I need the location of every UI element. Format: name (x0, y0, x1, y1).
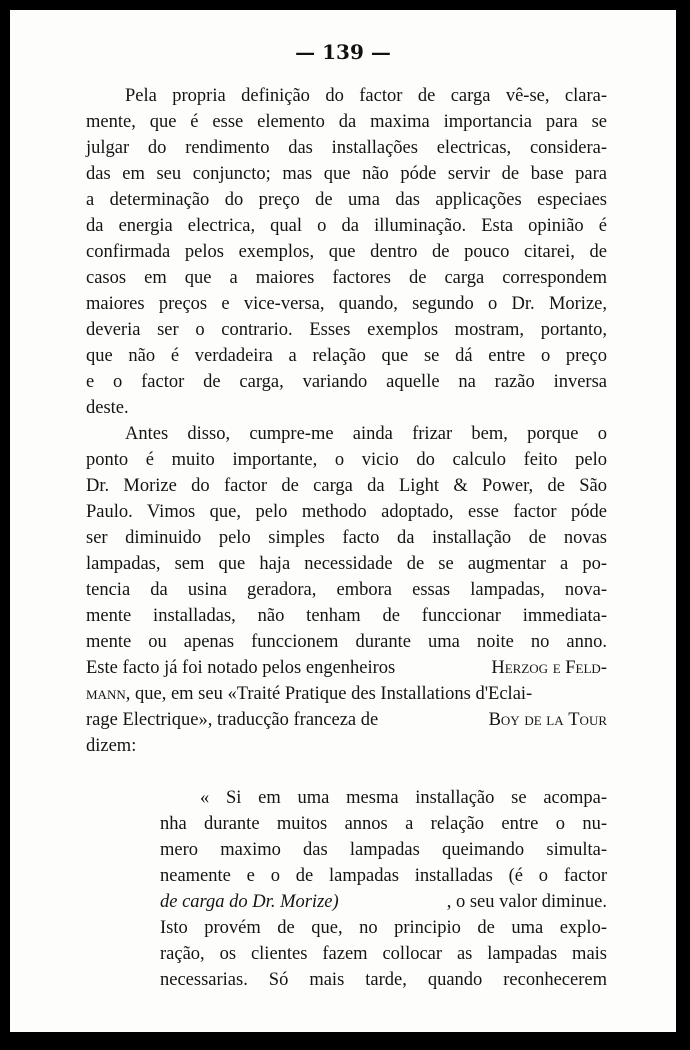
text-line: dizem: (86, 736, 137, 756)
author-name: Feld- (565, 658, 607, 678)
text-segment: rage Electrique», traducção franceza de (86, 710, 379, 730)
text-line: maiores preços e vice-versa, quando, segundo o Dr. Morize, (86, 294, 607, 314)
translator (489, 707, 607, 733)
text-line (86, 681, 532, 707)
quote-line: Isto provém de que, no principio de uma explo- (160, 918, 607, 938)
quote-line (160, 889, 607, 915)
text-line: ponto é muito importante, o vicio do calculo feito pelo (86, 450, 607, 470)
translator-name: Boy (488, 710, 520, 730)
translator-name: de la (524, 710, 564, 730)
text-line: mente, que é esse elemento da maxima importancia para se (86, 112, 607, 132)
quote-line: ração, os clientes fazem collocar as lampadas mais (160, 944, 607, 964)
quote-line: necessarias. Só mais tarde, quando reconhecerem (160, 970, 607, 990)
text-line: mente ou apenas funccionem durante uma noite no anno. (86, 632, 607, 652)
text-line (86, 655, 607, 681)
authors (491, 655, 607, 681)
book-page (10, 10, 676, 1032)
text-line: lampadas, sem que haja necessidade de se augmentar a po- (86, 554, 607, 574)
text-line (86, 707, 607, 733)
text-line: Paulo. Vimos que, pelo methodo adoptado, esse factor póde (86, 502, 607, 522)
text-line: da energia electrica, qual o da illuminação. Esta opinião é (86, 216, 607, 236)
author-conjunction: e (552, 658, 561, 678)
text-line: Dr. Morize do factor de carga da Light & Power, de São (86, 476, 607, 496)
quote-line: « Si em uma mesma installação se acompa- (200, 788, 607, 808)
text-line: das em seu conjuncto; mas que não póde servir de base para (86, 164, 607, 184)
text-segment: , o seu valor diminue. (446, 892, 607, 912)
text-line: ser diminuido pelo simples facto da installação de novas (86, 528, 607, 548)
text-line: deste. (86, 398, 129, 418)
text-segment: , que, em seu «Traité Pratique des Installations d'Eclai- (125, 684, 533, 704)
quote-italic-segment: de carga do Dr. Morize) (160, 892, 339, 912)
quote-line: nha durante muitos annos a relação entre o nu- (160, 814, 607, 834)
author-name: Herzog (491, 658, 549, 678)
text-line: mente installadas, não tenham de funccionar immediata- (86, 606, 607, 626)
quote-line: neamente e o de lampadas installadas (é o factor (160, 866, 607, 886)
text-line: confirmada pelos exemplos, que dentro de pouco citarei, de (86, 242, 607, 262)
author-name: mann (86, 684, 126, 704)
text-segment: Este facto já foi notado pelos engenheiros (86, 658, 396, 678)
text-line: deveria ser o contrario. Esses exemplos mostram, portanto, (86, 320, 607, 340)
text-line: casos em que a maiores factores de carga correspondem (86, 268, 607, 288)
quote-line: mero maximo das lampadas queimando simulta- (160, 840, 607, 860)
text-line: tencia da usina geradora, embora essas lampadas, nova- (86, 580, 607, 600)
translator-name: Tour (568, 710, 607, 730)
text-line: que não é verdadeira a relação que se dá entre o preço (86, 346, 607, 366)
text-line: Pela propria definição do factor de carga vê-se, clara- (125, 86, 607, 106)
text-line: a determinação do preço de uma das applicações especiaes (86, 190, 607, 210)
page-number: — 139 — (295, 40, 391, 64)
text-line: e o factor de carga, variando aquelle na razão inversa (86, 372, 607, 392)
text-line: Antes disso, cumpre-me ainda frizar bem, porque o (125, 424, 607, 444)
text-line: julgar do rendimento das installações electricas, considera- (86, 138, 607, 158)
